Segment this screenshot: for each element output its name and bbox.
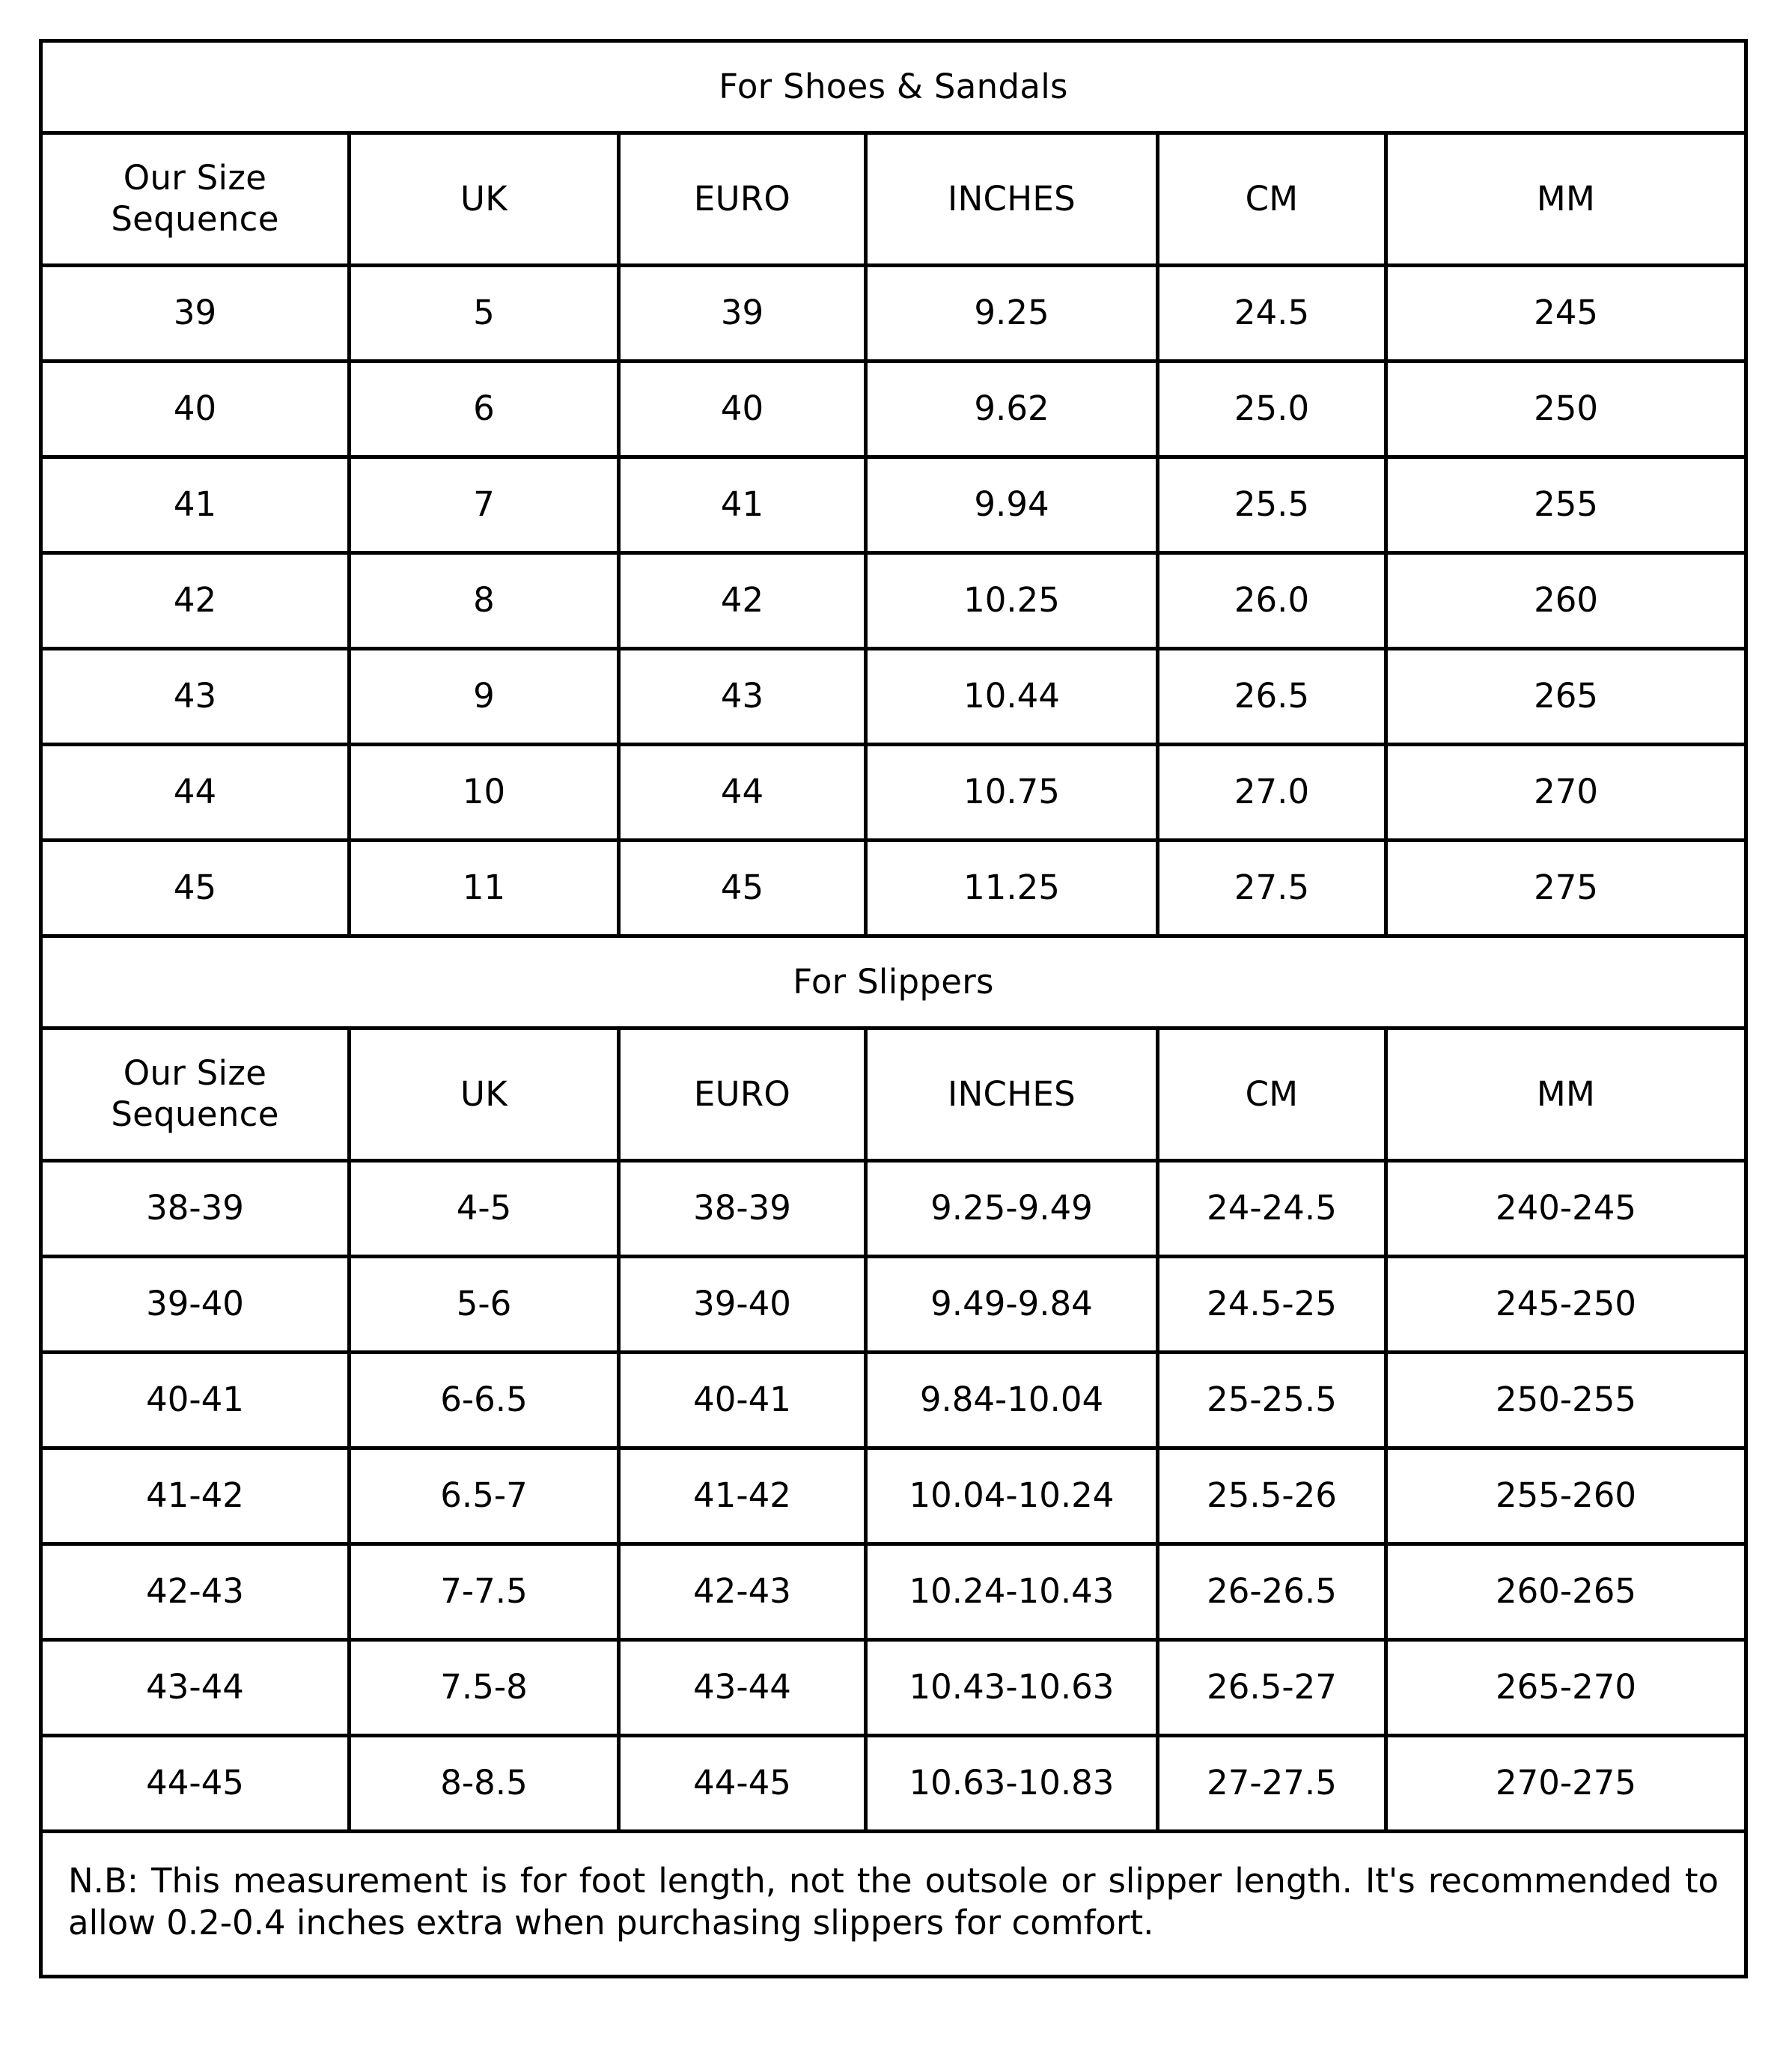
cell: 6 xyxy=(350,362,619,457)
cell: 25.0 xyxy=(1158,362,1386,457)
table-row xyxy=(41,1353,1746,1448)
cell: 26.0 xyxy=(1158,553,1386,649)
shoes-section-title: For Shoes & Sandals xyxy=(41,41,1746,133)
cell: 26-26.5 xyxy=(1158,1544,1386,1640)
table-row xyxy=(41,1161,1746,1257)
slippers-header-uk: UK xyxy=(350,1029,619,1161)
cell: 41-42 xyxy=(619,1448,866,1544)
cell: 39 xyxy=(41,266,350,362)
slippers-header-our-size-sequence: Our Size Sequence xyxy=(41,1029,350,1161)
shoes-header-cm: CM xyxy=(1158,133,1386,266)
cell: 9.94 xyxy=(866,457,1158,553)
cell: 25.5-26 xyxy=(1158,1448,1386,1544)
shoes-header-row xyxy=(41,133,1746,266)
table-row xyxy=(41,1736,1746,1832)
cell: 6-6.5 xyxy=(350,1353,619,1448)
slippers-header-row xyxy=(41,1029,1746,1161)
cell: 45 xyxy=(619,841,866,936)
cell: 45 xyxy=(41,841,350,936)
cell: 41 xyxy=(619,457,866,553)
cell: 250-255 xyxy=(1386,1353,1746,1448)
slippers-header-cm: CM xyxy=(1158,1029,1386,1161)
measurement-note-text: N.B: This measurement is for foot length, not the outsole or slipper length. It's recommended to allow 0.2-0.4 inches extra when purchasing slippers for comfort. xyxy=(68,1861,1719,1943)
cell: 270-275 xyxy=(1386,1736,1746,1832)
cell: 42 xyxy=(41,553,350,649)
slippers-header-euro: EURO xyxy=(619,1029,866,1161)
measurement-note xyxy=(41,1832,1746,1977)
shoes-header-uk: UK xyxy=(350,133,619,266)
cell: 11 xyxy=(350,841,619,936)
slippers-header-inches: INCHES xyxy=(866,1029,1158,1161)
cell: 240-245 xyxy=(1386,1161,1746,1257)
cell: 27.5 xyxy=(1158,841,1386,936)
cell: 44 xyxy=(619,745,866,841)
cell: 265-270 xyxy=(1386,1640,1746,1736)
shoes-header-mm: MM xyxy=(1386,133,1746,266)
cell: 5-6 xyxy=(350,1257,619,1353)
cell: 7 xyxy=(350,457,619,553)
cell: 10 xyxy=(350,745,619,841)
cell: 10.43-10.63 xyxy=(866,1640,1158,1736)
table-row xyxy=(41,1448,1746,1544)
cell: 10.04-10.24 xyxy=(866,1448,1158,1544)
table-row xyxy=(41,841,1746,936)
cell: 38-39 xyxy=(619,1161,866,1257)
cell: 24.5 xyxy=(1158,266,1386,362)
cell: 40-41 xyxy=(619,1353,866,1448)
table-row xyxy=(41,745,1746,841)
cell: 11.25 xyxy=(866,841,1158,936)
shoes-header-our-size-sequence: Our Size Sequence xyxy=(41,133,350,266)
cell: 9.49-9.84 xyxy=(866,1257,1158,1353)
cell: 255-260 xyxy=(1386,1448,1746,1544)
cell: 9.62 xyxy=(866,362,1158,457)
cell: 27.0 xyxy=(1158,745,1386,841)
cell: 40 xyxy=(41,362,350,457)
cell: 38-39 xyxy=(41,1161,350,1257)
cell: 10.63-10.83 xyxy=(866,1736,1158,1832)
cell: 10.44 xyxy=(866,649,1158,745)
cell: 40-41 xyxy=(41,1353,350,1448)
cell: 245-250 xyxy=(1386,1257,1746,1353)
cell: 9.84-10.04 xyxy=(866,1353,1158,1448)
cell: 44-45 xyxy=(41,1736,350,1832)
cell: 44 xyxy=(41,745,350,841)
cell: 250 xyxy=(1386,362,1746,457)
cell: 26.5 xyxy=(1158,649,1386,745)
cell: 265 xyxy=(1386,649,1746,745)
cell: 27-27.5 xyxy=(1158,1736,1386,1832)
cell: 6.5-7 xyxy=(350,1448,619,1544)
cell: 9.25 xyxy=(866,266,1158,362)
cell: 10.24-10.43 xyxy=(866,1544,1158,1640)
cell: 260-265 xyxy=(1386,1544,1746,1640)
table-row xyxy=(41,362,1746,457)
cell: 10.25 xyxy=(866,553,1158,649)
cell: 25.5 xyxy=(1158,457,1386,553)
cell: 255 xyxy=(1386,457,1746,553)
cell: 24-24.5 xyxy=(1158,1161,1386,1257)
cell: 245 xyxy=(1386,266,1746,362)
cell: 7-7.5 xyxy=(350,1544,619,1640)
slippers-title-row xyxy=(41,936,1746,1029)
cell: 5 xyxy=(350,266,619,362)
cell: 40 xyxy=(619,362,866,457)
cell: 9 xyxy=(350,649,619,745)
cell: 26.5-27 xyxy=(1158,1640,1386,1736)
table-row xyxy=(41,553,1746,649)
cell: 41 xyxy=(41,457,350,553)
shoes-title-row xyxy=(41,41,1746,133)
cell: 42-43 xyxy=(619,1544,866,1640)
cell: 275 xyxy=(1386,841,1746,936)
cell: 260 xyxy=(1386,553,1746,649)
cell: 9.25-9.49 xyxy=(866,1161,1158,1257)
cell: 43-44 xyxy=(41,1640,350,1736)
cell: 39-40 xyxy=(619,1257,866,1353)
cell: 25-25.5 xyxy=(1158,1353,1386,1448)
cell: 4-5 xyxy=(350,1161,619,1257)
cell: 43 xyxy=(619,649,866,745)
table-row xyxy=(41,649,1746,745)
table-row xyxy=(41,1640,1746,1736)
cell: 39-40 xyxy=(41,1257,350,1353)
cell: 8-8.5 xyxy=(350,1736,619,1832)
cell: 43 xyxy=(41,649,350,745)
cell: 41-42 xyxy=(41,1448,350,1544)
cell: 42-43 xyxy=(41,1544,350,1640)
slippers-section-title: For Slippers xyxy=(41,936,1746,1029)
cell: 270 xyxy=(1386,745,1746,841)
cell: 44-45 xyxy=(619,1736,866,1832)
table-row xyxy=(41,1257,1746,1353)
cell: 39 xyxy=(619,266,866,362)
slippers-header-mm: MM xyxy=(1386,1029,1746,1161)
table-row xyxy=(41,1544,1746,1640)
cell: 24.5-25 xyxy=(1158,1257,1386,1353)
shoes-header-inches: INCHES xyxy=(866,133,1158,266)
cell: 43-44 xyxy=(619,1640,866,1736)
cell: 10.75 xyxy=(866,745,1158,841)
cell: 7.5-8 xyxy=(350,1640,619,1736)
cell: 42 xyxy=(619,553,866,649)
table-row xyxy=(41,457,1746,553)
cell: 8 xyxy=(350,553,619,649)
size-chart-table xyxy=(39,39,1748,1978)
table-row xyxy=(41,266,1746,362)
note-row xyxy=(41,1832,1746,1977)
shoes-header-euro: EURO xyxy=(619,133,866,266)
